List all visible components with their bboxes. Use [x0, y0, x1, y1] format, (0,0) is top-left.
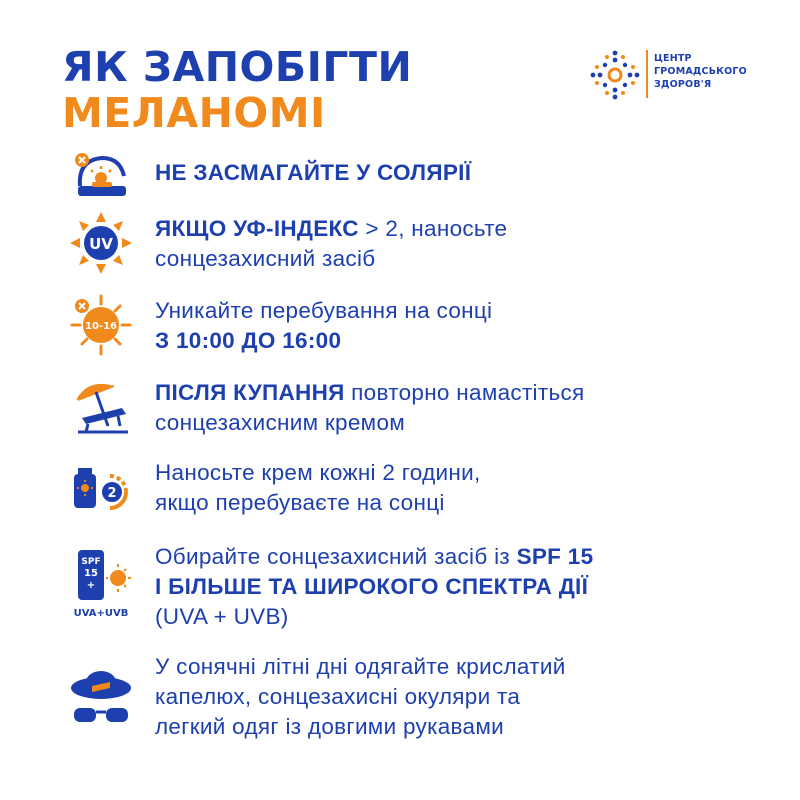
tip-text: [155, 378, 785, 438]
tip-text: [155, 158, 785, 188]
tip-line-2: сонцезахисним кремом: [155, 410, 406, 435]
tip-line-1: Уникайте перебування на сонці: [155, 298, 493, 323]
tip-bold-text: НЕ ЗАСМАГАЙТЕ У СОЛЯРІЇ: [155, 160, 472, 185]
logo-text-line-1: ЦЕНТР: [654, 53, 692, 64]
logo-divider: [646, 50, 648, 98]
uv-sun-icon: [68, 210, 134, 276]
uva-uvb-label: UVA+UVB: [73, 608, 129, 619]
tip-line-1: У сонячні літні дні одягайте крислатий: [155, 654, 566, 679]
cream-timer-icon: [68, 456, 134, 522]
tip-line-1: Обирайте сонцезахисний засіб із: [155, 544, 517, 569]
logo-text-line-2: ГРОМАДСЬКОГО: [654, 66, 747, 77]
tip-bold-text: І БІЛЬШЕ ТА ШИРОКОГО СПЕКТРА ДІЇ: [155, 574, 589, 599]
hat-glasses-icon: [68, 664, 134, 730]
tip-line-3: (UVA + UVB): [155, 604, 289, 629]
spf-value: SPF 15: [516, 544, 594, 569]
tip-text: [155, 542, 785, 632]
beach-umbrella-icon: [68, 374, 134, 440]
tip-line-1: Наносьте крем кожні 2 години,: [155, 460, 481, 485]
tip-bold-text: ПІСЛЯ КУПАННЯ: [155, 380, 345, 405]
svg-text:15: 15: [84, 568, 98, 579]
tip-rest-text: повторно намастіться: [344, 380, 585, 405]
tip-bold-text: З 10:00 ДО 16:00: [155, 328, 342, 353]
logo-text: [654, 52, 764, 91]
tip-text: [155, 214, 785, 274]
title-line-1: ЯК ЗАПОБІГТИ: [62, 43, 413, 91]
time-label: 10-16: [85, 321, 117, 332]
title-line-2: МЕЛАНОМІ: [62, 89, 326, 137]
sun-time-icon: [68, 292, 134, 358]
hours-label: 2: [107, 486, 117, 501]
tip-line-2: якщо перебуваєте на сонці: [155, 490, 445, 515]
dots-sun-logo-icon: [588, 48, 642, 102]
solarium-icon: [68, 146, 134, 212]
svg-text:SPF: SPF: [81, 557, 101, 567]
tip-text: [155, 458, 785, 518]
page-title: [62, 44, 412, 136]
tip-bold-text: ЯКЩО УФ-ІНДЕКС: [155, 216, 359, 241]
tip-line-2: сонцезахисний засіб: [155, 246, 376, 271]
tip-line-3: легкий одяг із довгими рукавами: [155, 714, 505, 739]
organization-logo: [588, 44, 758, 104]
logo-text-line-3: ЗДОРОВ'Я: [654, 79, 712, 90]
tip-text: [155, 296, 785, 356]
tip-rest-text: > 2, наносьте: [358, 216, 508, 241]
svg-text:+: +: [86, 580, 96, 591]
uv-label: UV: [89, 235, 113, 253]
tip-text: [155, 652, 785, 742]
tip-line-2: капелюх, сонцезахисні окуляри та: [155, 684, 521, 709]
spf-bottle-icon: [68, 548, 134, 628]
